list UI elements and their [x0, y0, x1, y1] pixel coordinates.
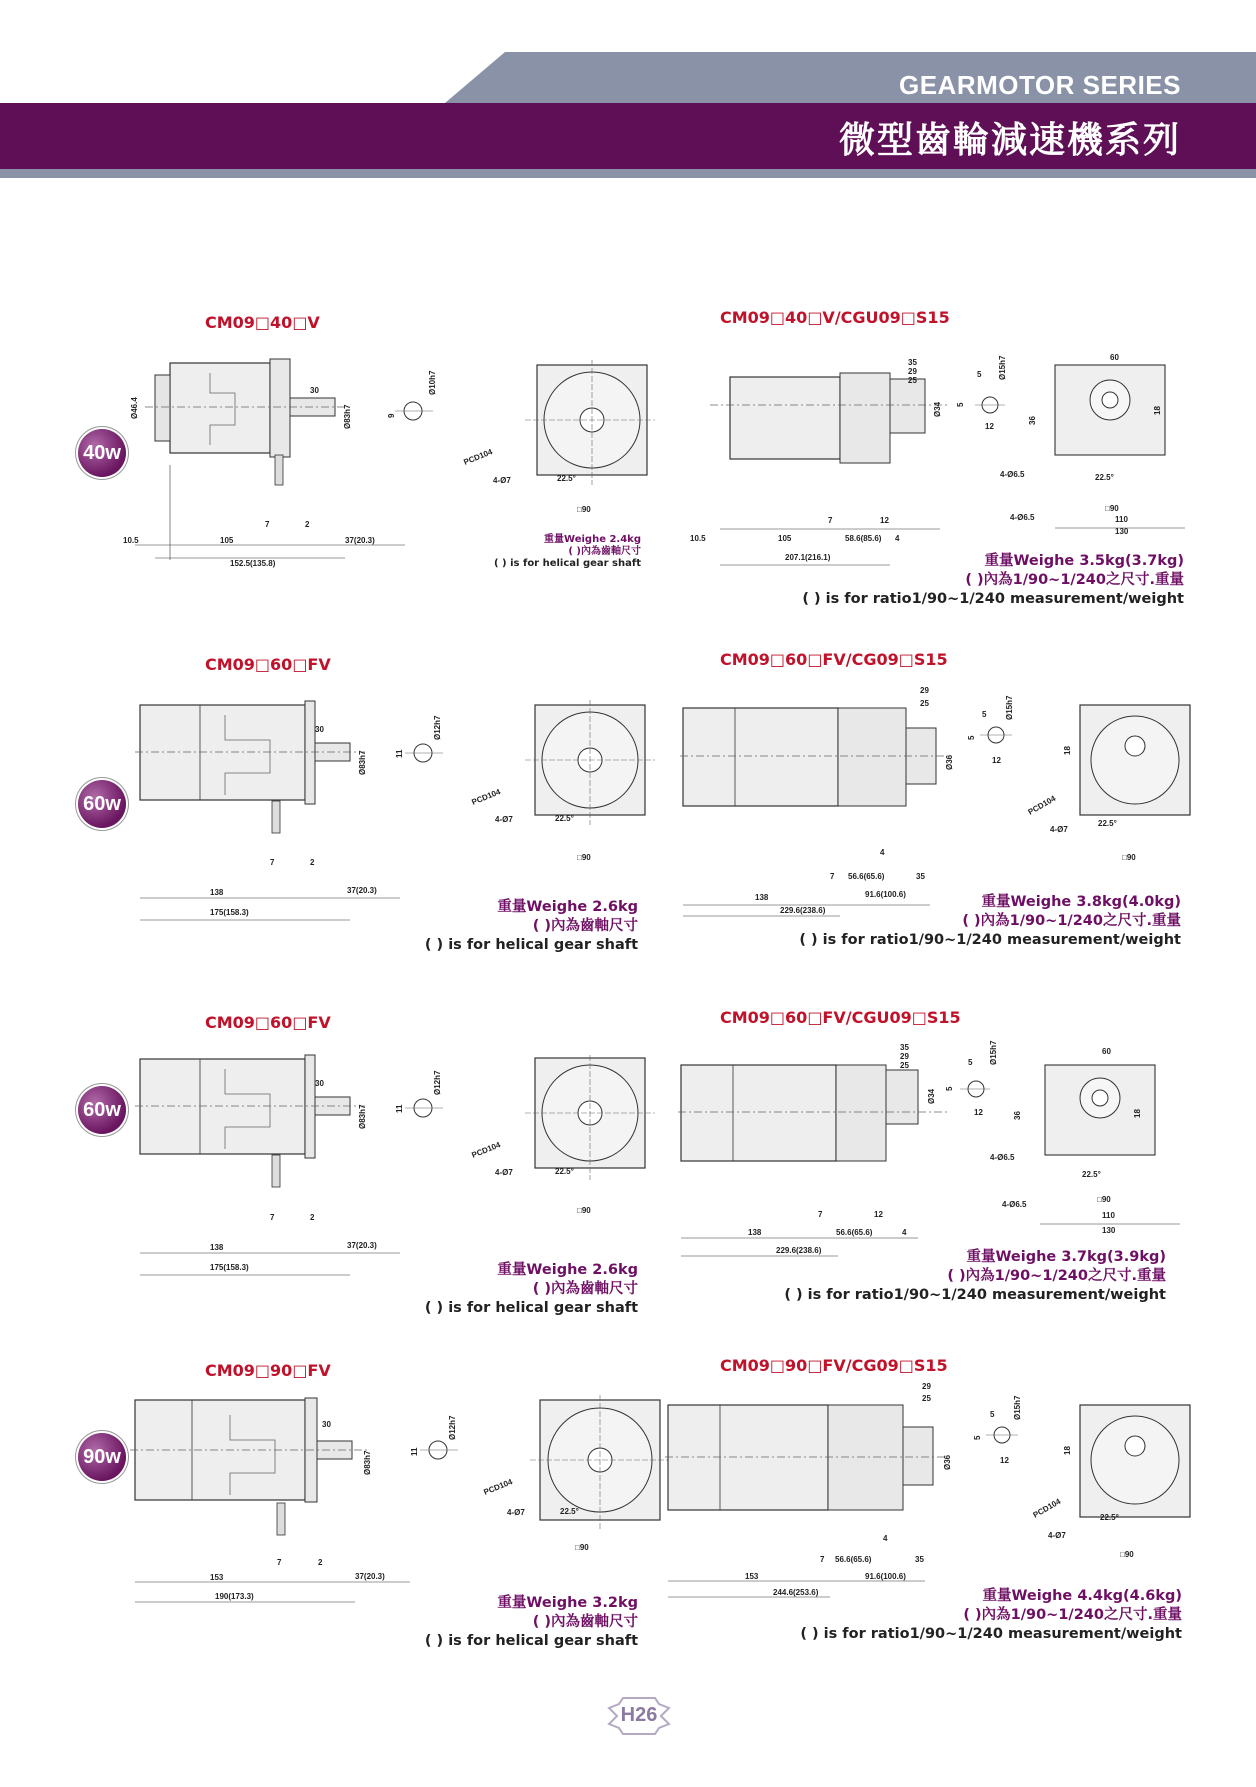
angle-label: 22.5° [555, 814, 574, 823]
left-weight-note [494, 534, 641, 570]
dim-r-5b: 5 [967, 735, 976, 740]
dim-r-d34: Ø34 [927, 1088, 936, 1104]
dim-dia-flange: Ø83h7 [358, 1104, 367, 1129]
angle-label: 22.5° [557, 474, 576, 483]
dim-shaft-ext: 37(20.3) [355, 1572, 385, 1581]
ratio-note-zh: ( )內為1/90~1/240之尺寸.重量 [963, 1607, 1182, 1623]
right-weight-note [800, 1587, 1182, 1644]
dim-d2: 2 [310, 1213, 315, 1222]
shaft-note-zh: ( )內為齒軸尺寸 [532, 1281, 638, 1297]
pcd-label: PCD104 [470, 1140, 502, 1160]
dim-r-60: 60 [1102, 1047, 1111, 1056]
ratio-note-zh: ( )內為1/90~1/240之尺寸.重量 [947, 1268, 1166, 1284]
weight-line: 重量Weighe 2.4kg [544, 534, 641, 545]
weight-line: 重量Weighe 3.8kg(4.0kg) [981, 894, 1181, 910]
motor-front-drawing [465, 700, 655, 865]
dim-r-12b: 12 [1000, 1456, 1009, 1465]
gearmotor-side-drawing [665, 1375, 970, 1615]
watt-badge: 90w [78, 1433, 126, 1481]
pcd-label: PCD104 [462, 447, 494, 467]
shaft-note-zh: ( )內為齒軸尺寸 [568, 546, 641, 557]
weight-line: 重量Weighe 3.5kg(3.7kg) [984, 553, 1184, 569]
dim-dia-flange: Ø83h7 [363, 1450, 372, 1475]
dim-r-d15: Ø15h7 [1005, 695, 1014, 720]
dim-r-36: 36 [1013, 1111, 1022, 1120]
weight-line: 重量Weighe 3.2kg [497, 1595, 638, 1611]
dim-r-square: □90 [1097, 1195, 1111, 1204]
dim-r-12: 12 [874, 1210, 883, 1219]
dim-r-5b: 5 [956, 402, 965, 407]
left-weight-note [425, 1594, 638, 1651]
dim-r-4: 4 [895, 534, 900, 543]
dim-r-130: 130 [1102, 1226, 1116, 1235]
dim-d2: 2 [318, 1558, 323, 1567]
left-weight-note [425, 1261, 638, 1318]
shaft-note-en: ( ) is for helical gear shaft [494, 558, 641, 569]
dim-front-len: 138 [210, 1243, 224, 1252]
dim-r-25: 25 [922, 1394, 931, 1403]
dim-r-29: 29 [900, 1052, 909, 1061]
dim-r-25: 25 [908, 376, 917, 385]
dim-r-29: 29 [908, 367, 917, 376]
dim-dia-shaft: Ø12h7 [448, 1415, 457, 1440]
dim-r-pcd: PCD104 [1026, 793, 1058, 817]
holes-label: 4-Ø7 [493, 476, 511, 485]
weight-line: 重量Weighe 2.6kg [497, 1262, 638, 1278]
pcd-label: PCD104 [482, 1477, 514, 1497]
dim-r-4: 4 [883, 1534, 888, 1543]
watt-badge: 60w [78, 1086, 126, 1134]
weight-line: 重量Weighe 2.6kg [497, 899, 638, 915]
angle-label: 22.5° [560, 1507, 579, 1516]
left-model-title: CM09□40□V [205, 313, 320, 332]
dim-shaft-ext: 37(20.3) [347, 1241, 377, 1250]
dim-r-7: 7 [830, 872, 835, 881]
page-number: H26 [620, 1704, 658, 1726]
page-number-badge [603, 1696, 675, 1736]
series-title-zh: 微型齒輪減速機系列 [838, 120, 1181, 161]
dim-front-len: 138 [210, 888, 224, 897]
square-label: □90 [577, 853, 591, 862]
ratio-note-en: ( ) is for ratio1/90~1/240 measurement/weight [784, 1287, 1166, 1303]
square-label: □90 [577, 1206, 591, 1215]
left-weight-note [425, 898, 638, 955]
output-shaft-drawing [938, 1035, 998, 1125]
dim-r-pcd: PCD104 [1031, 1496, 1063, 1520]
dim-r-gh: 56.6(65.6) [835, 1555, 872, 1564]
shaft-note-en: ( ) is for helical gear shaft [424, 1633, 638, 1649]
dim-r-front: 138 [748, 1228, 762, 1237]
left-model-title: CM09□60□FV [205, 655, 331, 674]
dim-r-12b: 12 [985, 422, 994, 431]
dim-d2: 2 [310, 858, 315, 867]
dim-r-total: 229.6(238.6) [780, 906, 826, 915]
shaft-note-en: ( ) is for helical gear shaft [424, 937, 638, 953]
watt-badge: 60w [78, 780, 126, 828]
dim-r-total: 229.6(238.6) [776, 1246, 822, 1255]
dim-r-5b: 5 [945, 1086, 954, 1091]
motor-front-drawing [462, 355, 655, 515]
motor-side-drawing [130, 1395, 430, 1620]
dim-r-29: 29 [922, 1382, 931, 1391]
dim-dia-flange: Ø83h7 [358, 750, 367, 775]
dim-r-front: 105 [778, 534, 792, 543]
dim-r-36: 36 [1028, 416, 1037, 425]
dim-r-holes: 4-Ø7 [1048, 1531, 1066, 1540]
pcd-label: PCD104 [470, 787, 502, 807]
shaft-section-drawing [395, 705, 455, 775]
right-model-title: CM09□40□V/CGU09□S15 [720, 308, 950, 327]
dim-r-d15: Ø15h7 [989, 1040, 998, 1065]
motor-side-drawing [115, 355, 415, 570]
dim-r-91: 91.6(100.6) [865, 890, 906, 899]
dim-r-18: 18 [1133, 1109, 1142, 1118]
dim-key: 11 [395, 749, 404, 758]
gearhead-front-drawing [1000, 350, 1200, 550]
motor-front-drawing [465, 1055, 655, 1220]
dim-r-angle: 22.5° [1082, 1170, 1101, 1179]
gearmotor-side-drawing [680, 680, 980, 920]
left-model-title: CM09□60□FV [205, 1013, 331, 1032]
holes-label: 4-Ø7 [507, 1508, 525, 1517]
dim-r-35: 35 [915, 1555, 924, 1564]
gearmotor-side-drawing [678, 1040, 978, 1265]
dim-r-25: 25 [920, 699, 929, 708]
dim-r-5b: 5 [973, 1435, 982, 1440]
dim-r-square: □90 [1120, 1550, 1134, 1559]
shaft-section-drawing [385, 365, 445, 435]
right-model-title: CM09□60□FV/CG09□S15 [720, 650, 948, 669]
dim-r-35: 35 [900, 1043, 909, 1052]
dim-r-35: 35 [916, 872, 925, 881]
dim-r-front: 153 [745, 1572, 759, 1581]
dim-r-18: 18 [1063, 1446, 1072, 1455]
dim-r-gh: 56.6(65.6) [836, 1228, 873, 1237]
dim-r-29: 29 [920, 686, 929, 695]
square-label: □90 [577, 505, 591, 514]
right-model-title: CM09□90□FV/CG09□S15 [720, 1356, 948, 1375]
shaft-section-drawing [410, 1405, 470, 1475]
dim-r-total: 207.1(216.1) [785, 553, 831, 562]
dim-total: 175(158.3) [210, 908, 249, 917]
dim-r-d36: Ø36 [943, 1454, 952, 1470]
dim-dia-shaft: Ø12h7 [433, 1070, 442, 1095]
shaft-note-en: ( ) is for helical gear shaft [424, 1300, 638, 1316]
watt-badge: 40w [78, 429, 126, 477]
right-weight-note [799, 893, 1181, 950]
motor-side-drawing [135, 695, 435, 925]
dim-dia-body: Ø46.4 [130, 397, 139, 419]
dim-r-4: 4 [902, 1228, 907, 1237]
dim-r-h2: 4-Ø6.5 [1010, 513, 1035, 522]
dim-r-7: 7 [818, 1210, 823, 1219]
dim-shaft-ext: 37(20.3) [345, 536, 375, 545]
gearhead-front-drawing [1010, 1400, 1190, 1565]
holes-label: 4-Ø7 [495, 815, 513, 824]
dim-r-91: 91.6(100.6) [865, 1572, 906, 1581]
shaft-note-zh: ( )內為齒軸尺寸 [532, 1614, 638, 1630]
motor-side-drawing [135, 1053, 435, 1283]
gearhead-front-drawing [990, 1040, 1190, 1240]
dim-dia-shaft: Ø10h7 [428, 370, 437, 395]
holes-label: 4-Ø7 [495, 1168, 513, 1177]
dim-d1: 7 [265, 520, 270, 529]
dim-dia-shaft: Ø12h7 [433, 715, 442, 740]
dim-r-front: 138 [755, 893, 769, 902]
right-model-title: CM09□60□FV/CGU09□S15 [720, 1008, 961, 1027]
dim-r-60: 60 [1110, 353, 1119, 362]
dim-r-square: □90 [1122, 853, 1136, 862]
dim-key: 9 [387, 413, 396, 418]
dim-r-h2: 4-Ø6.5 [1002, 1200, 1027, 1209]
dim-r-d15: Ø15h7 [998, 355, 1007, 380]
gearhead-front-drawing [1010, 700, 1190, 865]
dim-total: 190(173.3) [215, 1592, 254, 1601]
dim-r-35: 35 [908, 358, 917, 367]
dim-r-rear: 10.5 [690, 534, 706, 543]
dim-r-7: 7 [828, 516, 833, 525]
dim-r-12b: 12 [992, 756, 1001, 765]
dim-r-110: 110 [1102, 1211, 1115, 1220]
dim-r-5a: 5 [990, 1410, 995, 1419]
dim-r-angle: 22.5° [1095, 473, 1114, 482]
shaft-note-zh: ( )內為齒軸尺寸 [532, 918, 638, 934]
ratio-note-en: ( ) is for ratio1/90~1/240 measurement/weight [800, 1626, 1182, 1642]
dim-d2: 2 [305, 520, 310, 529]
dim-d1: 7 [270, 858, 275, 867]
dim-shaft: 30 [315, 725, 324, 734]
right-weight-note [802, 552, 1184, 609]
angle-label: 22.5° [555, 1167, 574, 1176]
dim-shaft: 30 [322, 1420, 331, 1429]
ratio-note-en: ( ) is for ratio1/90~1/240 measurement/weight [799, 932, 1181, 948]
dim-r-18: 18 [1063, 746, 1072, 755]
dim-total: 175(158.3) [210, 1263, 249, 1272]
dim-d1: 7 [277, 1558, 282, 1567]
dim-r-gh: 56.6(65.6) [848, 872, 885, 881]
dim-total: 152.5(135.8) [230, 559, 276, 568]
ratio-note-zh: ( )內為1/90~1/240之尺寸.重量 [962, 913, 1181, 929]
dim-r-d34: Ø34 [933, 401, 942, 417]
dim-r-angle: 22.5° [1100, 1513, 1119, 1522]
dim-r-h1: 4-Ø6.5 [1000, 470, 1025, 479]
dim-r-h1: 4-Ø6.5 [990, 1153, 1015, 1162]
ratio-note-zh: ( )內為1/90~1/240之尺寸.重量 [965, 572, 1184, 588]
dim-shaft-ext: 37(20.3) [347, 886, 377, 895]
dim-r-d36: Ø36 [945, 754, 954, 770]
dim-r-110: 110 [1115, 515, 1128, 524]
weight-line: 重量Weighe 4.4kg(4.6kg) [982, 1588, 1182, 1604]
dim-r-12b: 12 [974, 1108, 983, 1117]
right-weight-note [784, 1248, 1166, 1305]
dim-r-gh: 58.6(85.6) [845, 534, 882, 543]
dim-front-len: 105 [220, 536, 234, 545]
dim-d1: 7 [270, 1213, 275, 1222]
dim-key: 11 [395, 1104, 404, 1113]
dim-r-holes: 4-Ø7 [1050, 825, 1068, 834]
dim-r-5a: 5 [977, 370, 982, 379]
dim-key: 11 [410, 1447, 419, 1456]
dim-r-5a: 5 [982, 710, 987, 719]
series-title-en: GEARMOTOR SERIES [898, 70, 1181, 100]
ratio-note-en: ( ) is for ratio1/90~1/240 measurement/weight [802, 591, 1184, 607]
dim-r-4: 4 [880, 848, 885, 857]
dim-r-5a: 5 [968, 1058, 973, 1067]
motor-front-drawing [482, 1395, 675, 1560]
dim-r-25: 25 [900, 1061, 909, 1070]
dim-r-18: 18 [1153, 406, 1162, 415]
dim-front-len: 153 [210, 1573, 224, 1582]
dim-r-angle: 22.5° [1098, 819, 1117, 828]
dim-r-square: □90 [1105, 504, 1119, 513]
dim-r-130: 130 [1115, 527, 1129, 536]
dim-shaft: 30 [315, 1079, 324, 1088]
square-label: □90 [575, 1543, 589, 1552]
dim-r-7: 7 [820, 1555, 825, 1564]
dim-r-12: 12 [880, 516, 889, 525]
dim-shaft: 30 [310, 386, 319, 395]
dim-r-d15: Ø15h7 [1013, 1395, 1022, 1420]
weight-line: 重量Weighe 3.7kg(3.9kg) [966, 1249, 1166, 1265]
dim-rear: 10.5 [123, 536, 139, 545]
shaft-section-drawing [395, 1060, 455, 1130]
left-model-title: CM09□90□FV [205, 1361, 331, 1380]
dim-r-total: 244.6(253.6) [773, 1588, 819, 1597]
dim-dia-flange: Ø83h7 [343, 404, 352, 429]
